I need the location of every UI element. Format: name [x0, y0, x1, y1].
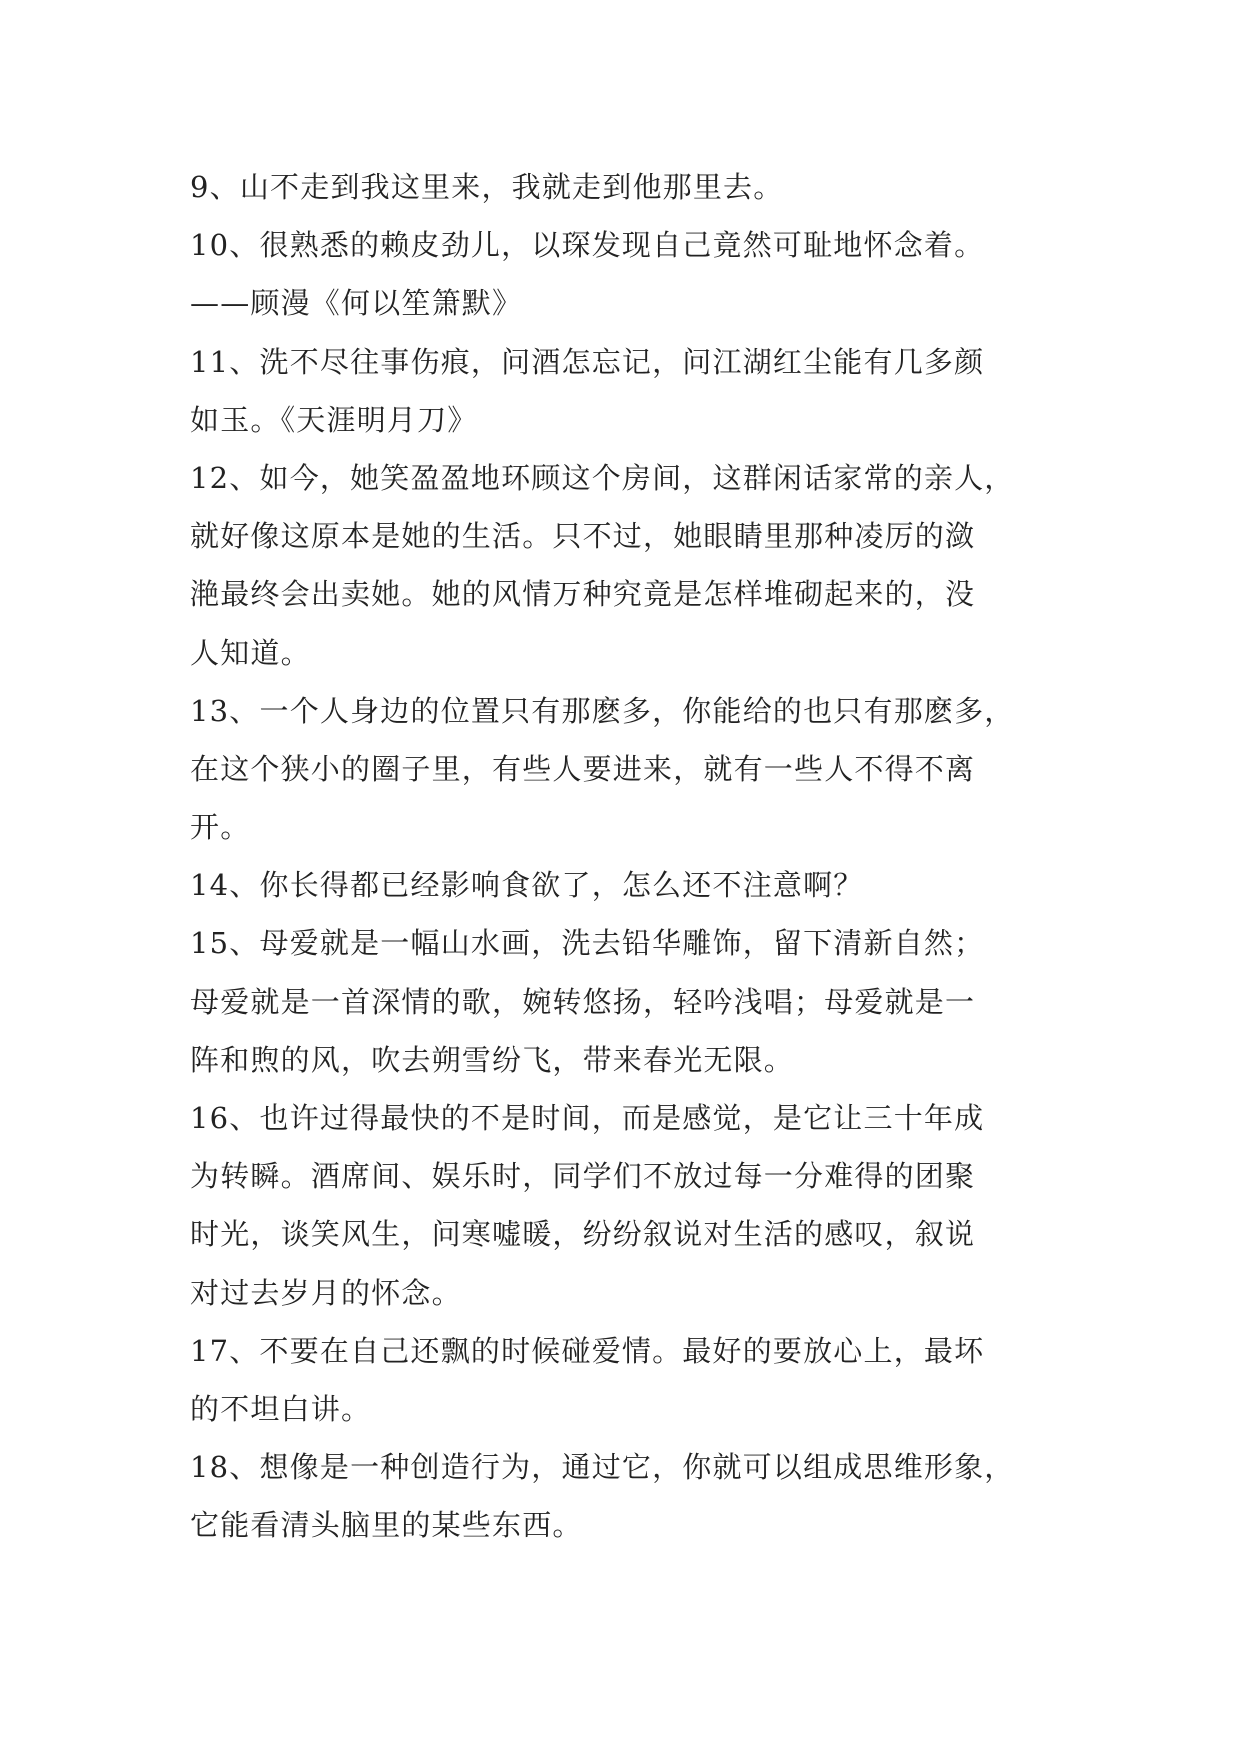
text-line: 18、想像是一种创造行为，通过它，你就可以组成思维形象， — [190, 1450, 1015, 1485]
text-line: 17、不要在自己还飘的时候碰爱情。最好的要放心上，最坏 — [190, 1333, 985, 1368]
text-line: 母爱就是一首深情的歌，婉转悠扬，轻吟浅唱；母爱就是一 — [190, 984, 976, 1019]
text-line: 9、山不走到我这里来，我就走到他那里去。 — [190, 170, 784, 204]
text-line: 为转瞬。酒席间、娱乐时，同学们不放过每一分难得的团聚 — [190, 1159, 976, 1194]
text-line: 的不坦白讲。 — [190, 1391, 372, 1426]
text-line: 时光，谈笑风生，问寒嘘暖，纷纷叙说对生活的感叹，叙说 — [190, 1217, 976, 1252]
text-line: 滟最终会出卖她。她的风情万种究竟是怎样堆砌起来的，没 — [190, 577, 976, 612]
text-line: ——顾漫《何以笙箫默》 — [190, 286, 523, 321]
text-line: 它能看清头脑里的某些东西。 — [190, 1508, 583, 1543]
text-line: 15、母爱就是一幅山水画，洗去铅华雕饰，留下清新自然； — [190, 926, 985, 961]
text-line: 开。 — [190, 810, 251, 845]
text-line: 13、一个人身边的位置只有那麽多，你能给的也只有那麽多， — [190, 693, 1015, 728]
text-line: 14、你长得都已经影响食欲了，怎么还不注意啊？ — [190, 868, 864, 903]
text-line: 10、很熟悉的赖皮劲儿，以琛发现自己竟然可耻地怀念着。 — [190, 228, 985, 263]
text-line: 在这个狭小的圈子里，有些人要进来，就有一些人不得不离 — [190, 751, 976, 786]
text-line: 16、也许过得最快的不是时间，而是感觉，是它让三十年成 — [190, 1101, 985, 1135]
text-line: 阵和煦的风，吹去朔雪纷飞，带来春光无限。 — [190, 1042, 795, 1077]
text-line: 11、洗不尽往事伤痕，问酒怎忘记，问江湖红尘能有几多颜 — [190, 344, 985, 379]
text-line: 就好像这原本是她的生活。只不过，她眼睛里那种凌厉的潋 — [190, 519, 976, 554]
document-body — [190, 158, 1070, 1555]
text-line: 人知道。 — [190, 635, 311, 670]
text-line: 如玉。《天涯明月刀》 — [190, 402, 478, 437]
text-line: 12、如今，她笑盈盈地环顾这个房间，这群闲话家常的亲人， — [190, 460, 1015, 495]
text-line: 对过去岁月的怀念。 — [190, 1275, 462, 1310]
